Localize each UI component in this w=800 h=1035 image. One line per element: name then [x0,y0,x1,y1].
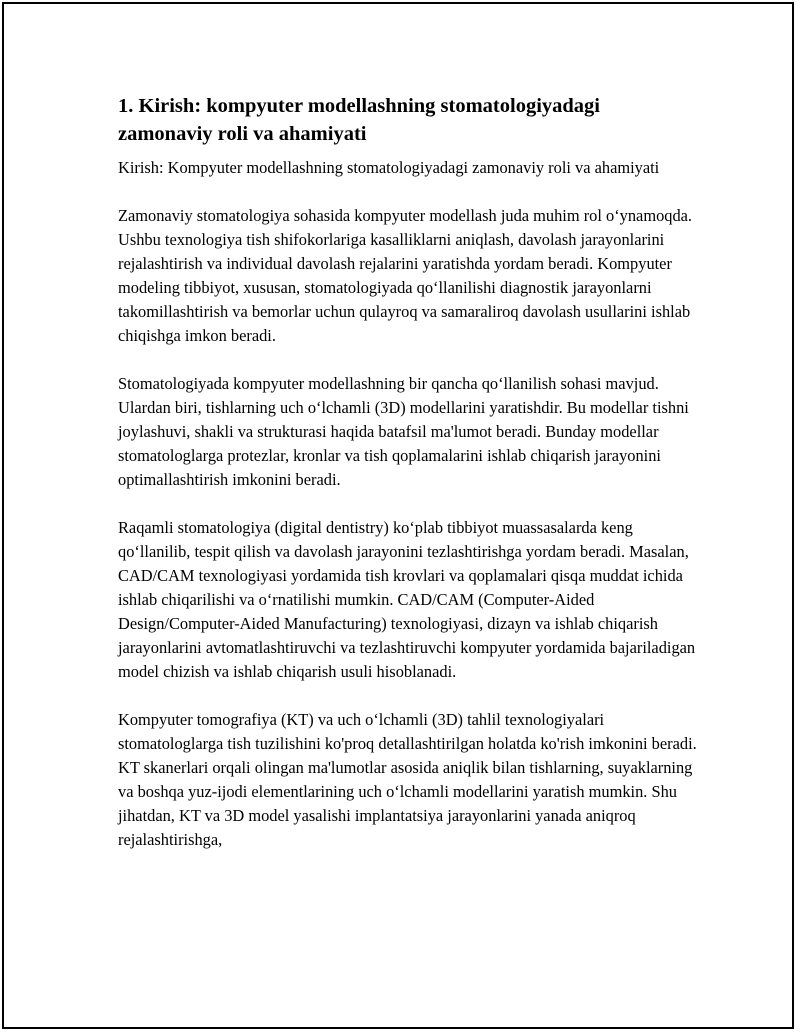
paragraph-3: Raqamli stomatologiya (digital dentistry) ko‘plab tibbiyot muassasalarda keng qo‘llanilib, tespit qilish va davolash jarayonini tezlashtirishga yordam beradi. Masalan, CAD/CAM texnologiyasi yordamida tish krovlari va qoplamalari qisqa muddat ichida ishlab chiqarilishi va o‘rnatilishi mumkin. CAD/CAM (Computer-Aided Design/Computer-Aided Manufacturing) texnologiyasi, dizayn va ishlab chiqarish jarayonlarini avtomatlashtiruvchi va tezlashtiruvchi kompyuter yordamida bajariladigan model chizish va ishlab chiqarish usuli hisoblanadi. [118,518,696,681]
section-subtitle: Kirish: Kompyuter modellashning stomatologiyadagi zamonaviy roli va ahamiyati [118,158,660,177]
paragraph-4: Kompyuter tomografiya (KT) va uch o‘lchamli (3D) tahlil texnologiyalari stomatologlarga tish tuzilishini ko'proq detallashtirilgan holatda ko'rish imkonini beradi. KT skanerlari orqali olingan ma'lumotlar asosida aniqlik bilan tishlarning, suyaklarning va boshqa yuz-ijodi elementlarining uch o‘lchamli modellarini yaratish mumkin. Shu jihatdan, KT va 3D model yasalishi implantatsiya jarayonlarini yanada aniqroq rejalashtirishga, [118,710,697,849]
section-heading: 1. Kirish: kompyuter modellashning stomatologiyadagi zamonaviy roli va ahamiyati [118,95,600,145]
document-body [118,92,698,876]
paragraph-2: Stomatologiyada kompyuter modellashning bir qancha qo‘llanilish sohasi mavjud. Ulardan biri, tishlarning uch o‘lchamli (3D) modellarini yaratishdir. Bu modellar tishni joylashuvi, shakli va strukturasi haqida batafsil ma'lumot beradi. Bunday modellar stomatologlarga protezlar, kronlar va tish qoplamalarini ishlab chiqarish jarayonini optimallashtirish imkonini beradi. [118,374,689,489]
paragraph-1: Zamonaviy stomatologiya sohasida kompyuter modellash juda muhim rol o‘ynamoqda. Ushbu texnologiya tish shifokorlariga kasalliklarni aniqlash, davolash jarayonlarini rejalashtirish va individual davolash rejalarini yaratishda yordam beradi. Kompyuter modeling tibbiyot, xususan, stomatologiyada qo‘llanilishi diagnostik jarayonlarni takomillashtirish va bemorlar uchun qulayroq va samaraliroq davolash usullarini ishlab chiqishga imkon beradi. [118,206,693,345]
